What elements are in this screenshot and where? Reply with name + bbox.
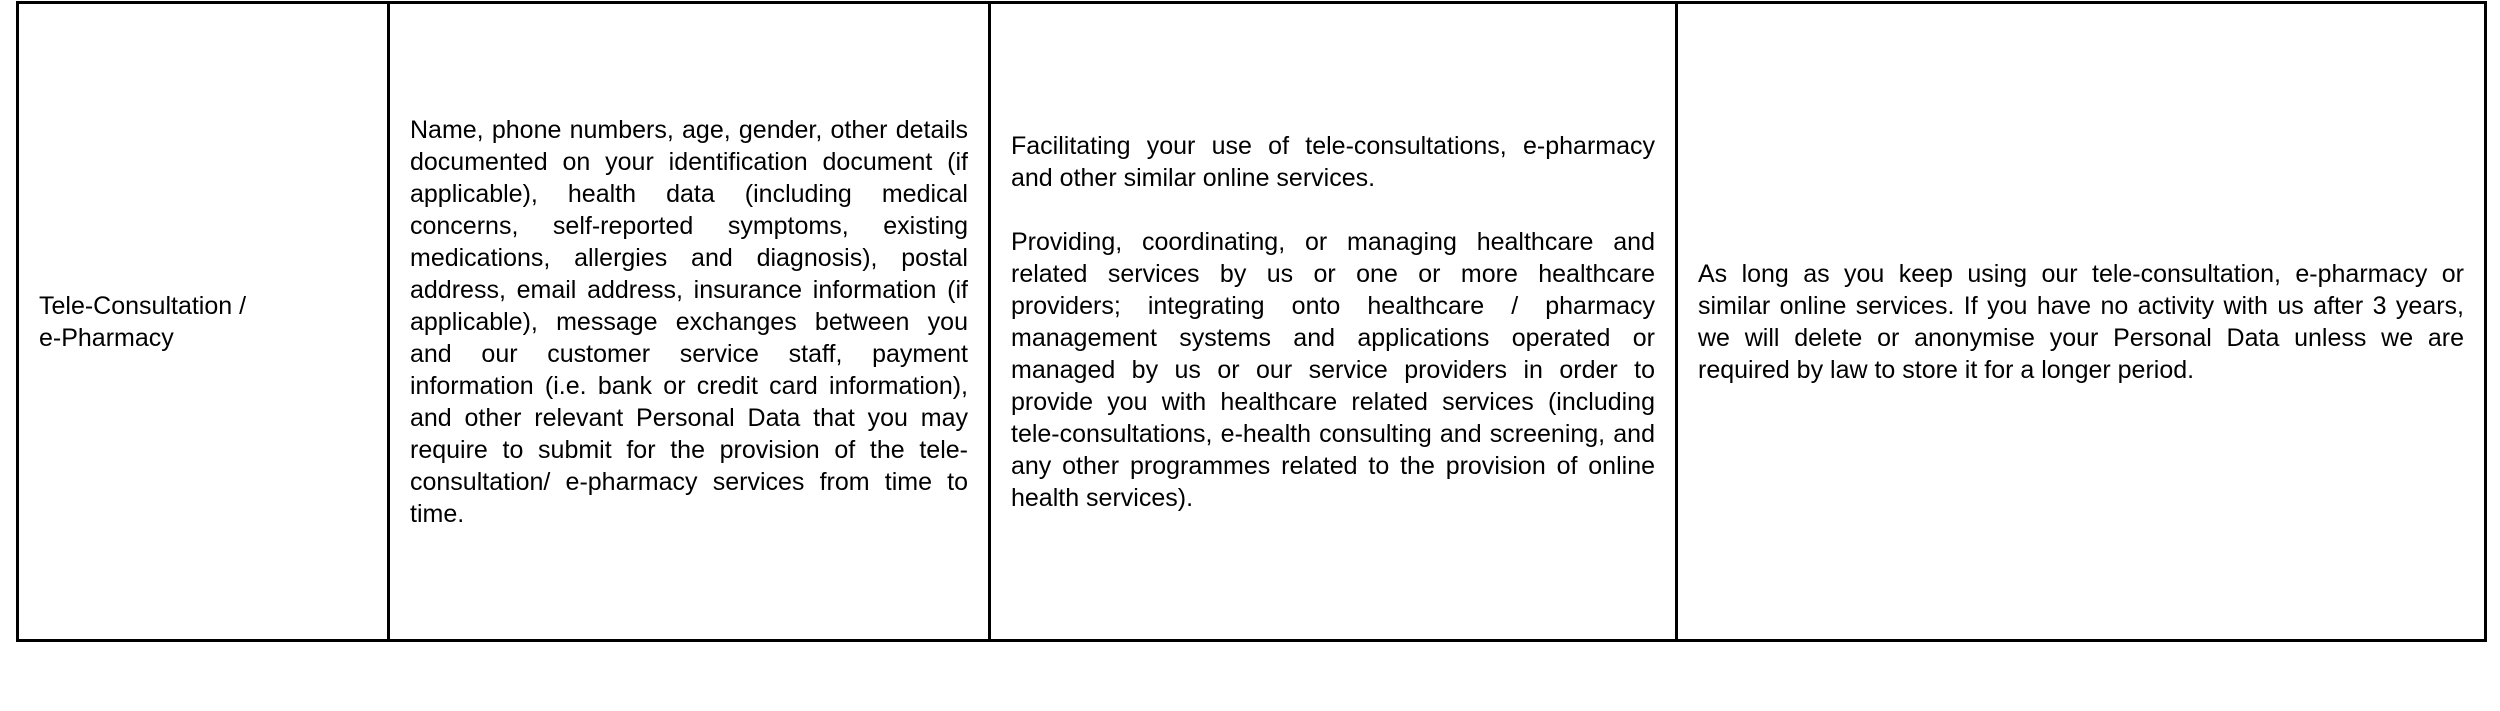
- personal-data-text: Name, phone numbers, age, gender, other details documented on your identification document (if applicable), health data (including medical concerns, self-reported symptoms, existing medications, allergies and diagnosis), postal address, email address, insurance information (if applicable), message exchanges between you and our customer service staff, payment information (i.e. bank or credit card information), and other relevant Personal Data that you may require to submit for the provision of the tele-consultation/ e-pharmacy services from time to time.: [410, 115, 968, 528]
- retention-text: As long as you keep using our tele-consultation, e-pharmacy or similar online services. If you have no activity with us after 3 years, we will delete or anonymise your Personal Data unless we are required by law to store it for a longer period.: [1698, 259, 2464, 384]
- purpose-cell: [990, 3, 1677, 641]
- service-category-line: Tele-Consultation /: [39, 291, 247, 320]
- service-category-cell: [18, 3, 389, 641]
- table-row: [18, 3, 2486, 641]
- data-retention-table: [16, 1, 2487, 642]
- retention-cell: [1677, 3, 2486, 641]
- purpose-paragraph: Providing, coordinating, or managing healthcare and related services by us or one or more healthcare providers; integrating onto healthcare / pharmacy management systems and applications operated or managed by us or our service providers in order to provide you with healthcare related services (including tele-consultations, e-health consulting and screening, and any other programmes related to the provision of online health services).: [1011, 227, 1655, 512]
- personal-data-cell: [389, 3, 990, 641]
- purpose-paragraph: Facilitating your use of tele-consultations, e-pharmacy and other similar online services.: [1011, 131, 1655, 192]
- service-category-line: e-Pharmacy: [39, 323, 174, 352]
